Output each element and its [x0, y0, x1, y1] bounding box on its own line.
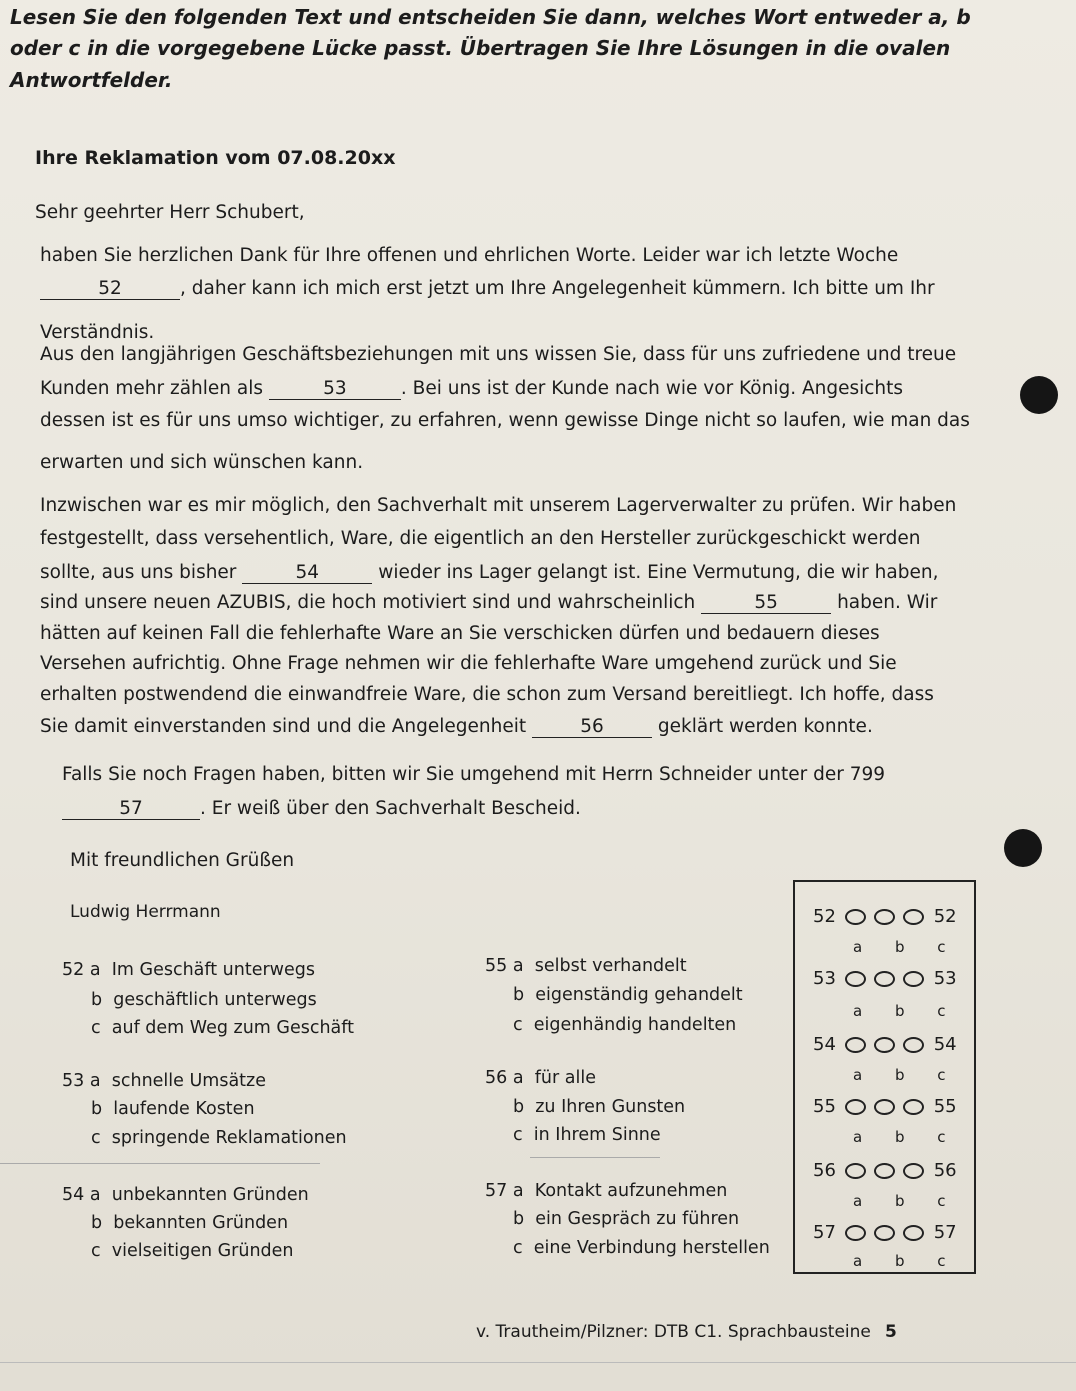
letter-signature: Ludwig Herrmann	[70, 902, 221, 922]
answer-oval-c[interactable]	[903, 1037, 924, 1053]
letter-line: Kunden mehr zählen als 53 . Bei uns ist der Kunde nach wie vor König. Angesichts	[40, 378, 904, 399]
letter-subject: Ihre Reklamation vom 07.08.20xx	[35, 147, 396, 169]
answer-letters: a b c	[853, 1128, 960, 1146]
gap-57: 57	[62, 799, 200, 820]
answer-row-56: 56 56	[813, 1160, 957, 1181]
answer-oval-b[interactable]	[874, 909, 895, 925]
option-52-a: 52 a Im Geschäft unterwegs	[62, 960, 315, 980]
option-56-c: c in Ihrem Sinne	[513, 1125, 661, 1145]
divider	[0, 1163, 320, 1164]
instructions-line-3: Antwortfelder.	[10, 68, 173, 92]
letter-salutation: Sehr geehrter Herr Schubert,	[35, 202, 305, 223]
letter-line: erwarten und sich wünschen kann.	[40, 452, 364, 473]
option-53-a: 53 a schnelle Umsätze	[62, 1071, 266, 1091]
letter-line: haben Sie herzlichen Dank für Ihre offenen und ehrlichen Worte. Leider war ich letzte Woche	[40, 245, 899, 266]
answer-oval-a[interactable]	[845, 1099, 866, 1115]
page-number: 5	[885, 1322, 897, 1342]
letter-line: Versehen aufrichtig. Ohne Frage nehmen wir die fehlerhafte Ware umgehend zurück und Sie	[40, 653, 897, 674]
instructions-line-1: Lesen Sie den folgenden Text und entscheiden Sie dann, welches Wort entweder a, b	[10, 5, 971, 29]
answer-letters: a b c	[853, 1066, 960, 1084]
gap-52: 52	[40, 279, 180, 300]
option-55-b: b eigenständig gehandelt	[513, 985, 743, 1005]
gap-56: 56	[532, 717, 652, 738]
option-57-a: 57 a Kontakt aufzunehmen	[485, 1181, 728, 1201]
divider	[0, 1362, 1076, 1363]
option-56-b: b zu Ihren Gunsten	[513, 1097, 686, 1117]
answer-row-52: 52 52	[813, 906, 957, 927]
option-57-b: b ein Gespräch zu führen	[513, 1209, 740, 1229]
answer-row-53: 53 53	[813, 968, 957, 989]
option-54-b: b bekannten Gründen	[91, 1213, 289, 1233]
answer-row-55: 55 55	[813, 1096, 957, 1117]
answer-oval-b[interactable]	[874, 971, 895, 987]
answer-letters: a b c	[853, 938, 960, 956]
letter-line: dessen ist es für uns umso wichtiger, zu erfahren, wenn gewisse Dinge nicht so laufen, wie man das	[40, 410, 970, 431]
answer-letters: a b c	[853, 1252, 960, 1270]
answer-oval-b[interactable]	[874, 1099, 895, 1115]
footer-source: v. Trautheim/Pilzner: DTB C1. Sprachbausteine	[476, 1322, 871, 1342]
instructions-line-2: oder c in die vorgegebene Lücke passt. Übertragen Sie Ihre Lösungen in die ovalen	[10, 36, 951, 60]
letter-line: hätten auf keinen Fall die fehlerhafte Ware an Sie verschicken dürfen und bedauern dieses	[40, 623, 880, 644]
answer-sheet	[793, 880, 976, 1274]
divider	[530, 1157, 660, 1158]
answer-oval-b[interactable]	[874, 1225, 895, 1241]
answer-oval-c[interactable]	[903, 909, 924, 925]
answer-oval-c[interactable]	[903, 1225, 924, 1241]
answer-row-57: 57 57	[813, 1222, 957, 1243]
letter-line: festgestellt, dass versehentlich, Ware, die eigentlich an den Hersteller zurückgeschickt werden	[40, 528, 921, 549]
option-52-c: c auf dem Weg zum Geschäft	[91, 1018, 354, 1038]
letter-line: sind unsere neuen AZUBIS, die hoch motiviert sind und wahrscheinlich 55 haben. Wir	[40, 592, 938, 613]
answer-oval-b[interactable]	[874, 1037, 895, 1053]
letter-line: Aus den langjährigen Geschäftsbeziehungen mit uns wissen Sie, dass für uns zufriedene und treue	[40, 344, 957, 365]
gap-54: 54	[242, 563, 372, 584]
option-52-b: b geschäftlich unterwegs	[91, 990, 317, 1010]
option-55-a: 55 a selbst verhandelt	[485, 956, 687, 976]
answer-oval-a[interactable]	[845, 909, 866, 925]
option-55-c: c eigenhändig handelten	[513, 1015, 737, 1035]
option-53-c: c springende Reklamationen	[91, 1128, 347, 1148]
option-56-a: 56 a für alle	[485, 1068, 596, 1088]
answer-oval-c[interactable]	[903, 1099, 924, 1115]
answer-letters: a b c	[853, 1192, 960, 1210]
option-54-a: 54 a unbekannten Gründen	[62, 1185, 309, 1205]
answer-oval-a[interactable]	[845, 1163, 866, 1179]
letter-line: 52 , daher kann ich mich erst jetzt um Ihre Angelegenheit kümmern. Ich bitte um Ihr	[40, 278, 935, 300]
letter-line: sollte, aus uns bisher 54 wieder ins Lager gelangt ist. Eine Vermutung, die wir haben,	[40, 562, 939, 583]
letter-closing: Mit freundlichen Grüßen	[70, 850, 295, 871]
answer-oval-a[interactable]	[845, 1225, 866, 1241]
punch-hole	[1004, 829, 1042, 867]
option-53-b: b laufende Kosten	[91, 1099, 255, 1119]
gap-55: 55	[701, 593, 831, 614]
letter-line: Sie damit einverstanden sind und die Angelegenheit 56 geklärt werden konnte.	[40, 716, 873, 737]
letter-line: Inzwischen war es mir möglich, den Sachverhalt mit unserem Lagerverwalter zu prüfen. Wir haben	[40, 495, 957, 516]
gap-53: 53	[269, 379, 401, 400]
option-54-c: c vielseitigen Gründen	[91, 1241, 294, 1261]
letter-line: 57 . Er weiß über den Sachverhalt Bescheid.	[62, 798, 581, 820]
answer-oval-c[interactable]	[903, 1163, 924, 1179]
letter-line: Verständnis.	[40, 322, 155, 343]
answer-oval-a[interactable]	[845, 971, 866, 987]
answer-letters: a b c	[853, 1002, 960, 1020]
punch-hole	[1020, 376, 1058, 414]
answer-row-54: 54 54	[813, 1034, 957, 1055]
letter-line: Falls Sie noch Fragen haben, bitten wir Sie umgehend mit Herrn Schneider unter der 799	[62, 764, 886, 785]
letter-line: erhalten postwendend die einwandfreie Ware, die schon zum Versand bereitliegt. Ich hoffe, dass	[40, 684, 934, 705]
option-57-c: c eine Verbindung herstellen	[513, 1238, 770, 1258]
answer-oval-a[interactable]	[845, 1037, 866, 1053]
answer-oval-b[interactable]	[874, 1163, 895, 1179]
answer-oval-c[interactable]	[903, 971, 924, 987]
